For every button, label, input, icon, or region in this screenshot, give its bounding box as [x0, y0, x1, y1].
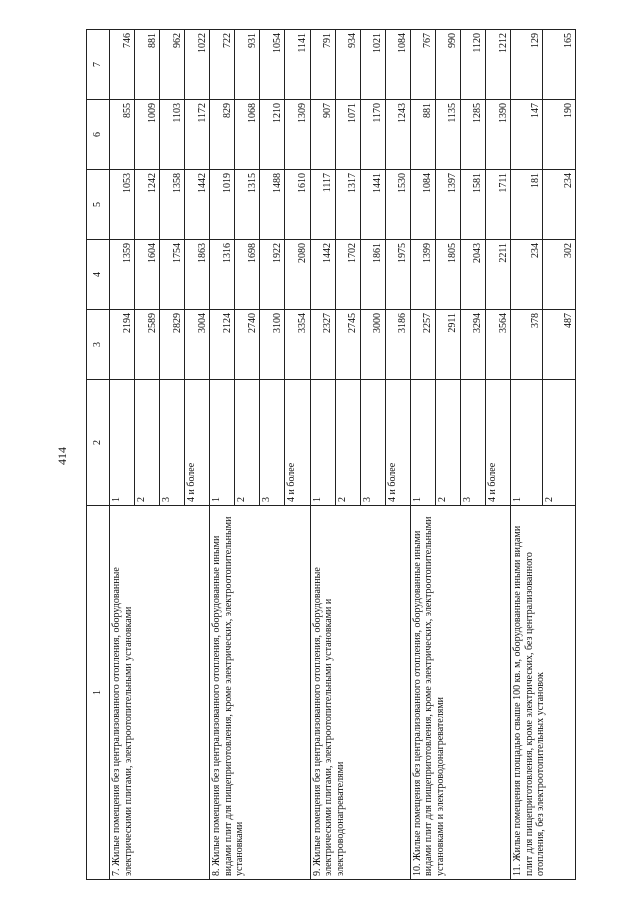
value-cell: 2257 [410, 310, 435, 380]
value-cell: 1359 [110, 240, 135, 310]
value-cell: 2740 [235, 310, 260, 380]
rooms-cell: 2 [135, 380, 160, 506]
rooms-cell: 4 и более [385, 380, 410, 506]
value-cell: 1068 [235, 100, 260, 170]
page-number: 414 [55, 447, 69, 465]
value-cell: 1399 [410, 240, 435, 310]
value-cell: 1084 [385, 30, 410, 100]
table-region [86, 30, 576, 880]
rooms-cell: 3 [460, 380, 485, 506]
tariff-table [86, 29, 576, 880]
value-cell: 2745 [335, 310, 360, 380]
value-cell: 1170 [360, 100, 385, 170]
value-cell: 1442 [310, 240, 335, 310]
group-description: 9. Жилые помещения без централизованного отопления, оборудованные электрическими плитами, электроотопительными установками и электроводонагревателями [310, 506, 410, 880]
rooms-cell: 2 [335, 380, 360, 506]
rotated-table-container [86, 30, 576, 880]
header-cell: 6 [87, 100, 110, 170]
value-cell: 3000 [360, 310, 385, 380]
value-cell: 1441 [360, 170, 385, 240]
value-cell: 767 [410, 30, 435, 100]
value-cell: 1141 [285, 30, 310, 100]
header-cell: 2 [87, 380, 110, 506]
header-cell: 4 [87, 240, 110, 310]
table-row [210, 30, 235, 880]
value-cell: 190 [543, 100, 576, 170]
table-row [310, 30, 335, 880]
value-cell: 1285 [460, 100, 485, 170]
rooms-cell: 2 [543, 380, 576, 506]
value-cell: 129 [511, 30, 543, 100]
value-cell: 829 [210, 100, 235, 170]
rooms-cell: 3 [160, 380, 185, 506]
value-cell: 487 [543, 310, 576, 380]
value-cell: 881 [410, 100, 435, 170]
value-cell: 2080 [285, 240, 310, 310]
value-cell: 378 [511, 310, 543, 380]
value-cell: 1103 [160, 100, 185, 170]
value-cell: 881 [135, 30, 160, 100]
value-cell: 934 [335, 30, 360, 100]
rooms-cell: 1 [110, 380, 135, 506]
rooms-cell: 4 и более [285, 380, 310, 506]
group-description: 10. Жилые помещения без централизованного отопления, оборудованные иными видами плит для пищеприготовления, кроме электрических, электроотопительными установками и электроводонагревателями [410, 506, 510, 880]
value-cell: 1084 [410, 170, 435, 240]
value-cell: 1135 [435, 100, 460, 170]
value-cell: 1581 [460, 170, 485, 240]
value-cell: 931 [235, 30, 260, 100]
value-cell: 2327 [310, 310, 335, 380]
value-cell: 2829 [160, 310, 185, 380]
value-cell: 234 [543, 170, 576, 240]
value-cell: 1698 [235, 240, 260, 310]
value-cell: 1120 [460, 30, 485, 100]
table-row [110, 30, 135, 880]
rooms-cell: 1 [511, 380, 543, 506]
value-cell: 2589 [135, 310, 160, 380]
value-cell: 1053 [110, 170, 135, 240]
value-cell: 3100 [260, 310, 285, 380]
rooms-cell: 1 [310, 380, 335, 506]
value-cell: 1604 [135, 240, 160, 310]
header-cell: 1 [87, 506, 110, 880]
value-cell: 855 [110, 100, 135, 170]
value-cell: 2211 [485, 240, 510, 310]
value-cell: 1358 [160, 170, 185, 240]
value-cell: 1243 [385, 100, 410, 170]
value-cell: 147 [511, 100, 543, 170]
header-cell: 5 [87, 170, 110, 240]
value-cell: 1210 [260, 100, 285, 170]
value-cell: 1702 [335, 240, 360, 310]
rooms-cell: 2 [435, 380, 460, 506]
value-cell: 1861 [360, 240, 385, 310]
rooms-cell: 1 [210, 380, 235, 506]
table-body [110, 30, 576, 880]
value-cell: 2124 [210, 310, 235, 380]
value-cell: 1805 [435, 240, 460, 310]
value-cell: 1317 [335, 170, 360, 240]
value-cell: 1922 [260, 240, 285, 310]
value-cell: 2043 [460, 240, 485, 310]
value-cell: 1315 [235, 170, 260, 240]
value-cell: 962 [160, 30, 185, 100]
header-cell: 7 [87, 30, 110, 100]
value-cell: 791 [310, 30, 335, 100]
value-cell: 1711 [485, 170, 510, 240]
header-row [87, 30, 110, 880]
value-cell: 1488 [260, 170, 285, 240]
value-cell: 1754 [160, 240, 185, 310]
value-cell: 1390 [485, 100, 510, 170]
value-cell: 1019 [210, 170, 235, 240]
value-cell: 1530 [385, 170, 410, 240]
value-cell: 234 [511, 240, 543, 310]
table-row [410, 30, 435, 880]
value-cell: 746 [110, 30, 135, 100]
value-cell: 3004 [185, 310, 210, 380]
value-cell: 1117 [310, 170, 335, 240]
value-cell: 1316 [210, 240, 235, 310]
value-cell: 181 [511, 170, 543, 240]
value-cell: 3294 [460, 310, 485, 380]
rooms-cell: 4 и более [185, 380, 210, 506]
value-cell: 1309 [285, 100, 310, 170]
value-cell: 1975 [385, 240, 410, 310]
value-cell: 302 [543, 240, 576, 310]
value-cell: 1442 [185, 170, 210, 240]
rooms-cell: 1 [410, 380, 435, 506]
value-cell: 722 [210, 30, 235, 100]
value-cell: 1397 [435, 170, 460, 240]
value-cell: 1212 [485, 30, 510, 100]
value-cell: 1172 [185, 100, 210, 170]
value-cell: 1022 [185, 30, 210, 100]
value-cell: 3564 [485, 310, 510, 380]
value-cell: 1071 [335, 100, 360, 170]
value-cell: 1009 [135, 100, 160, 170]
value-cell: 1021 [360, 30, 385, 100]
value-cell: 1610 [285, 170, 310, 240]
value-cell: 2911 [435, 310, 460, 380]
header-cell: 3 [87, 310, 110, 380]
rooms-cell: 3 [260, 380, 285, 506]
value-cell: 165 [543, 30, 576, 100]
group-description: 11. Жилые помещения площадью свыше 100 кв. м, оборудованные иными видами плит для пищеприготовления, кроме электрических, без централизованного отопления, без электроотопительных установок [511, 506, 576, 880]
value-cell: 3186 [385, 310, 410, 380]
value-cell: 990 [435, 30, 460, 100]
rooms-cell: 2 [235, 380, 260, 506]
group-description: 8. Жилые помещения без централизованного отопления, оборудованные иными видами плит для пищеприготовления, кроме электрических, электроотопительными установками [210, 506, 310, 880]
value-cell: 1054 [260, 30, 285, 100]
value-cell: 1242 [135, 170, 160, 240]
value-cell: 1863 [185, 240, 210, 310]
value-cell: 2194 [110, 310, 135, 380]
group-description: 7. Жилые помещения без централизованного отопления, оборудованные электрическими плитами, электроотопительными установками [110, 506, 210, 880]
table-row [511, 30, 543, 880]
rooms-cell: 4 и более [485, 380, 510, 506]
value-cell: 907 [310, 100, 335, 170]
rooms-cell: 3 [360, 380, 385, 506]
value-cell: 3354 [285, 310, 310, 380]
